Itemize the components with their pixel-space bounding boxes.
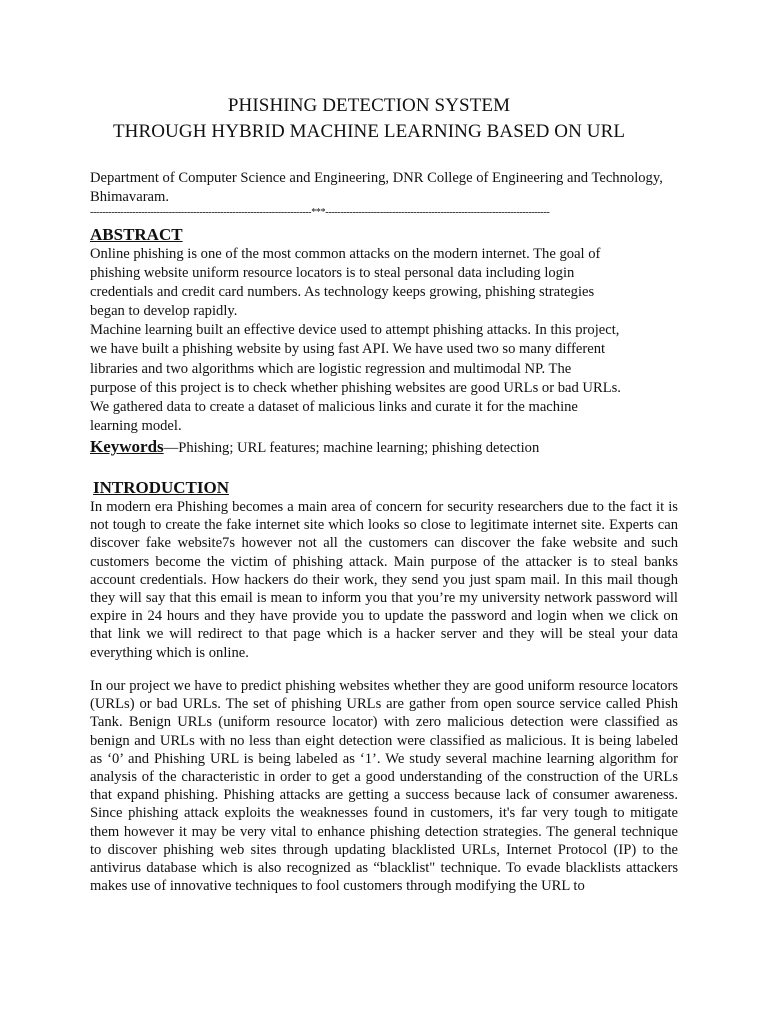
abstract-heading: ABSTRACT [90,225,183,244]
abstract-line: We gathered data to create a dataset of malicious links and curate it for the machine [90,398,578,415]
paper-title-line-1: PHISHING DETECTION SYSTEM [227,95,511,116]
abstract-line: credentials and credit card numbers. As technology keeps growing, phishing strategies [90,284,595,301]
abstract-line: Machine learning built an effective device used to attempt phishing attacks. In this project, [90,322,620,339]
paper-title-line-2: THROUGH HYBRID MACHINE LEARNING BASED ON URL [112,121,626,142]
abstract-line: began to develop rapidly. [90,303,238,320]
abstract-line: phishing website uniform resource locators is to steal personal data including login [90,265,575,282]
keywords-line [90,436,539,459]
abstract-line: we have built a phishing website by using fast API. We have used two so many different [90,341,606,358]
introduction-paragraph-2: In our project we have to predict phishing websites whether they are good uniform resource locators (URLs) or bad URLs. The set of phishing URLs are gather from open source service called Phish Tank. Benign URLs (uniform resource locator) with zero malicious detection were classified as benign and URLs with no less than eight detection were classified as malicious. It is being labeled as ‘0’ and Phishing URL is being labeled as ‘1’. We study several machine learning algorithm for analysis of the characteristic in order to get a good understanding of the construction of the URLs that expand phishing. Phishing attacks are getting a success because lack of consumer awareness. Since phishing attack exploits the weaknesses found in customers, it's far very tough to mitigate them however it may be very vital to enhance phishing detection strategies. The general technique to discover phishing web sites through updating blacklisted URLs, Internet Protocol (IP) to the antivirus database which is also recognized as “blacklist" technique. To evade blacklists attackers makes use of innovative techniques to fool customers through modifying the URL to [90,678,678,895]
affiliation: Department of Computer Science and Engineering, DNR College of Engineering and Technology, Bhimavaram. [90,170,663,205]
keywords-text: —Phishing; URL features; machine learning; phishing detection [163,440,540,456]
separator-line: -------------------------------------------------------------------------***-------------------------------------------------------------------------- [90,207,550,218]
abstract-line: libraries and two algorithms which are logistic regression and multimodal NP. The [90,360,572,377]
keywords-label: Keywords [90,437,164,456]
abstract-line: Online phishing is one of the most common attacks on the modern internet. The goal of [90,246,601,262]
abstract-line: purpose of this project is to check whether phishing websites are good URLs or bad URLs. [90,379,621,396]
abstract-body [90,245,660,436]
introduction-heading: INTRODUCTION [93,478,230,497]
introduction-paragraph-1: In modern era Phishing becomes a main area of concern for security researchers due to the fact it is not tough to create the fake internet site which looks so close to legitimate internet site. Experts can discover fake website7s however not all the customers can discover the fake website and such customers become the victim of phishing attack. Main purpose of the attacker is to steal banks account credentials. How hackers do their work, they send you just spam mail. In this mail though they will say that this email is mean to inform you that you’re my university network password will expire in 24 hours and they have provide you to update the password and login when we click on that link we will redirect to that page which is a hacker server and they will be steal your data everything which is online. [90,499,678,661]
abstract-line: learning model. [90,417,182,434]
